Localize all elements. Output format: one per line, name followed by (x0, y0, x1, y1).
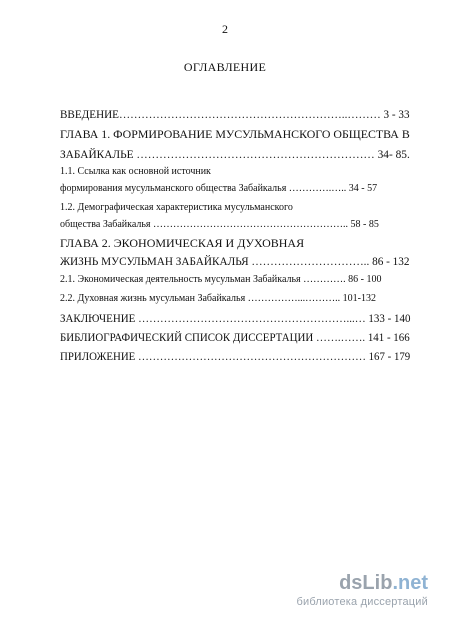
toc-entry-conclusion: ЗАКЛЮЧЕНИЕ …………………………………………………...… 133 - 140 (60, 311, 411, 325)
toc-entry-chapter2-line2: ЖИЗНЬ МУСУЛЬМАН ЗАБАЙКАЛЬЯ ………………………….. 86 - 132 (60, 254, 410, 268)
toc-entry-intro: ВВЕДЕНИЕ……………………………………………………..……… 3 - 33 (60, 107, 410, 121)
watermark-caption: библиотека диссертаций (296, 596, 428, 608)
toc-entry-appendix: ПРИЛОЖЕНИЕ ……………………………………………………… 167 - 179 (60, 349, 411, 363)
toc-entry-bibliography: БИБЛИОГРАФИЧЕСКИЙ СПИСОК ДИССЕРТАЦИИ …….……. 141 - 166 (60, 330, 410, 344)
watermark-logo (296, 573, 428, 593)
toc-entry-chapter2-line1: ГЛАВА 2. ЭКОНОМИЧЕСКАЯ И ДУХОВНАЯ (60, 236, 305, 250)
watermark-logo-main: dsLib (339, 572, 393, 594)
toc-heading: ОГЛАВЛЕНИЕ (183, 60, 267, 74)
toc-entry-1-1-line1: 1.1. Ссылка как основной источник (60, 166, 211, 177)
toc-entry-1-2-line1: 1.2. Демографическая характеристика мусульманского (60, 202, 293, 213)
toc-entry-chapter1-line2: ЗАБАЙКАЛЬЕ ……………………………………………………… 34- 85. (60, 147, 410, 161)
toc-entry-chapter1-line1: ГЛАВА 1. ФОРМИРОВАНИЕ МУСУЛЬМАНСКОГО ОБЩЕСТВА В (60, 127, 410, 141)
toc-entry-1-1-line2: формирования мусульманского общества Забайкалья ………….….. 34 - 57 (60, 183, 378, 194)
toc-entry-1-2-line2: общества Забайкалья ………………………………………………….. 58 - 85 (60, 219, 379, 230)
toc-entry-2-1: 2.1. Экономическая деятельность мусульман Забайкалья …………. 86 - 100 (60, 274, 382, 285)
watermark-logo-tld: .net (392, 572, 428, 594)
watermark (296, 573, 428, 608)
toc-entry-2-2: 2.2. Духовная жизнь мусульман Забайкалья ……………...……….. 101-132 (60, 293, 377, 304)
page-number: 2 (222, 22, 228, 36)
